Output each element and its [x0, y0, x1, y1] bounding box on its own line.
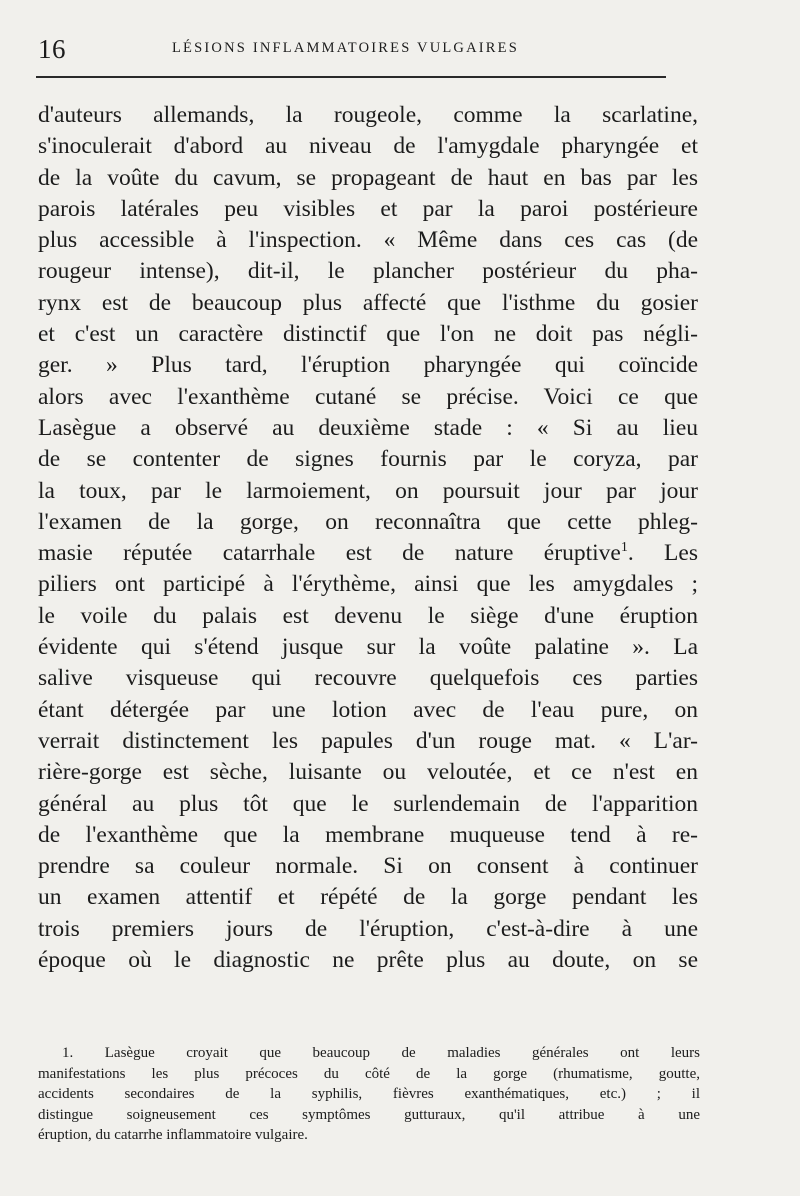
text-line: plus accessible à l'inspection. « Même dans ces cas (de — [38, 227, 698, 254]
text-line: le voile du palais est devenu le siège d'une éruption — [38, 602, 698, 629]
footnote-line: 1. Lasègue croyait que beaucoup de maladies générales ont leurs — [62, 1045, 700, 1061]
footnote-reference[interactable]: 1 — [620, 540, 628, 556]
footnote-line: manifestations les plus précoces du côté de la gorge (rhumatisme, goutte, — [38, 1065, 700, 1082]
text-line: de se contenter de signes fournis par le coryza, par — [38, 446, 698, 473]
text-line: général au plus tôt que le surlendemain de l'apparition — [38, 790, 698, 817]
page-number: 16 — [38, 34, 66, 64]
body-text — [38, 100, 698, 976]
footnote — [38, 1043, 700, 1146]
text-line: prendre sa couleur normale. Si on consent à continuer — [38, 853, 698, 880]
text-line: la toux, par le larmoiement, on poursuit jour par jour — [38, 477, 698, 504]
text-line: un examen attentif et répété de la gorge pendant les — [38, 884, 698, 911]
footnote-line: accidents secondaires de la syphilis, fièvres exanthématiques, etc.) ; il — [38, 1086, 700, 1103]
text-line: alors avec l'exanthème cutané se précise. Voici ce que — [38, 383, 698, 410]
text-line: époque où le diagnostic ne prête plus au doute, on se — [38, 947, 698, 974]
text-line: verrait distinctement les papules d'un rouge mat. « L'ar- — [38, 727, 698, 754]
text-line: s'inoculerait d'abord au niveau de l'amygdale pharyngée et — [38, 133, 698, 160]
text-segment: masie réputée catarrhale est de nature éruptive — [38, 540, 621, 567]
text-line: rougeur intense), dit-il, le plancher postérieur du pha- — [38, 258, 698, 285]
footnote-line: distingue soigneusement ces symptômes gutturaux, qu'il attribue à une — [38, 1106, 700, 1123]
text-line-with-footnote-ref — [38, 538, 698, 569]
text-line: piliers ont participé à l'érythème, ainsi que les amygdales ; — [38, 571, 698, 598]
text-line: étant détergée par une lotion avec de l'eau pure, on — [38, 696, 698, 723]
text-line: ger. » Plus tard, l'éruption pharyngée qui coïncide — [38, 352, 698, 379]
text-line: rière-gorge est sèche, luisante ou veloutée, et ce n'est en — [38, 759, 698, 786]
running-head: LÉSIONS INFLAMMATOIRES VULGAIRES — [172, 40, 519, 56]
text-line: de l'exanthème que la membrane muqueuse tend à re- — [38, 821, 698, 848]
text-line: Lasègue a observé au deuxième stade : « Si au lieu — [38, 414, 698, 441]
text-line: trois premiers jours de l'éruption, c'est-à-dire à une — [38, 915, 698, 942]
text-line: salive visqueuse qui recouvre quelquefois ces parties — [38, 665, 698, 692]
text-line: évidente qui s'étend jusque sur la voûte palatine ». La — [38, 634, 698, 661]
text-line: de la voûte du cavum, se propageant de haut en bas par les — [38, 164, 698, 191]
text-line: parois latérales peu visibles et par la paroi postérieure — [38, 195, 698, 222]
text-line: l'examen de la gorge, on reconnaîtra que cette phleg- — [38, 508, 698, 535]
text-line: d'auteurs allemands, la rougeole, comme la scarlatine, — [38, 102, 698, 128]
page-header — [38, 34, 738, 66]
text-line: rynx est de beaucoup plus affecté que l'isthme du gosier — [38, 289, 698, 316]
text-segment: . Les — [627, 540, 698, 567]
header-rule — [36, 76, 666, 78]
footnote-line: éruption, du catarrhe inflammatoire vulgaire. — [38, 1127, 308, 1144]
text-line: et c'est un caractère distinctif que l'on ne doit pas négli- — [38, 321, 698, 348]
